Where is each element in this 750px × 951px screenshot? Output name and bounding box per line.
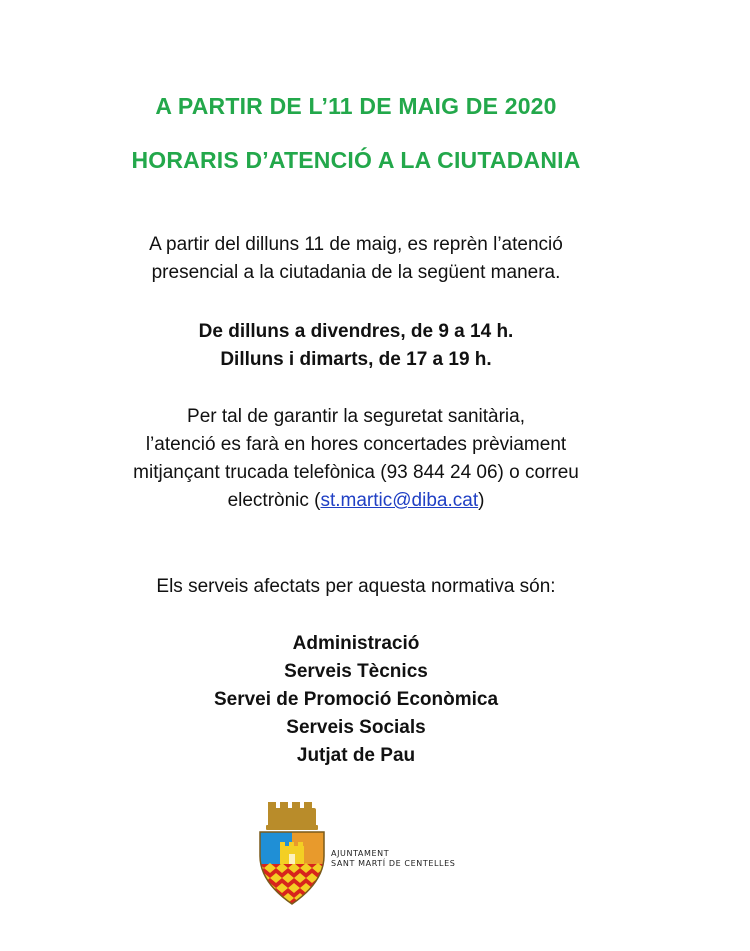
intro-paragraph bbox=[0, 231, 712, 287]
logo-caption-line1: AJUNTAMENT bbox=[331, 849, 390, 858]
service-item: Servei de Promoció Econòmica bbox=[213, 689, 499, 710]
safety-paragraph bbox=[0, 403, 712, 515]
email-prefix: electrònic ( bbox=[227, 490, 321, 511]
intro-line: A partir del dilluns 11 de maig, es reprèn l’atenció bbox=[149, 234, 563, 255]
lozenge bbox=[288, 903, 300, 908]
safety-line: mitjançant trucada telefònica (93 844 24 06) o correu bbox=[133, 462, 579, 483]
services-list bbox=[0, 630, 712, 770]
schedule-weekdays: De dilluns a divendres, de 9 a 14 h. bbox=[198, 321, 514, 342]
schedule-afternoons: Dilluns i dimarts, de 17 a 19 h. bbox=[220, 349, 492, 370]
lozenge bbox=[258, 893, 270, 903]
coat-of-arms-icon bbox=[258, 798, 328, 908]
heading-title: HORARIS D’ATENCIÓ A LA CIUTADANIA bbox=[131, 147, 581, 173]
lozenge bbox=[324, 883, 328, 893]
lozenge bbox=[324, 903, 328, 908]
service-item: Administració bbox=[292, 633, 420, 654]
email-link[interactable]: st.martic@diba.cat bbox=[320, 490, 479, 511]
lozenge bbox=[258, 903, 264, 908]
lozenge bbox=[300, 903, 312, 908]
service-item: Serveis Socials bbox=[286, 717, 426, 738]
safety-line: Per tal de garantir la seguretat sanitària, bbox=[187, 406, 525, 427]
service-item: Jutjat de Pau bbox=[296, 745, 416, 766]
lozenge bbox=[258, 883, 264, 893]
lozenge bbox=[306, 893, 318, 903]
schedule-block bbox=[0, 318, 712, 374]
safety-line: l’atenció es farà en hores concertades prèviament bbox=[145, 434, 567, 455]
lozenge bbox=[264, 903, 276, 908]
service-item: Serveis Tècnics bbox=[284, 661, 428, 682]
logo-caption-line2: SANT MARTÍ DE CENTELLES bbox=[331, 859, 456, 868]
email-suffix: ) bbox=[478, 490, 485, 511]
lozenge bbox=[318, 893, 328, 903]
heading-date: A PARTIR DE L’11 DE MAIG DE 2020 bbox=[155, 93, 557, 119]
lozenge bbox=[324, 863, 328, 873]
services-intro: Els serveis afectats per aquesta normativa són: bbox=[156, 576, 556, 597]
safety-email-line bbox=[0, 487, 712, 515]
lozenge bbox=[312, 903, 324, 908]
crown-icon bbox=[266, 802, 318, 830]
lozenge bbox=[276, 903, 288, 908]
town-council-logo bbox=[258, 798, 468, 908]
intro-line: presencial a la ciutadania de la següent manera. bbox=[151, 262, 561, 283]
